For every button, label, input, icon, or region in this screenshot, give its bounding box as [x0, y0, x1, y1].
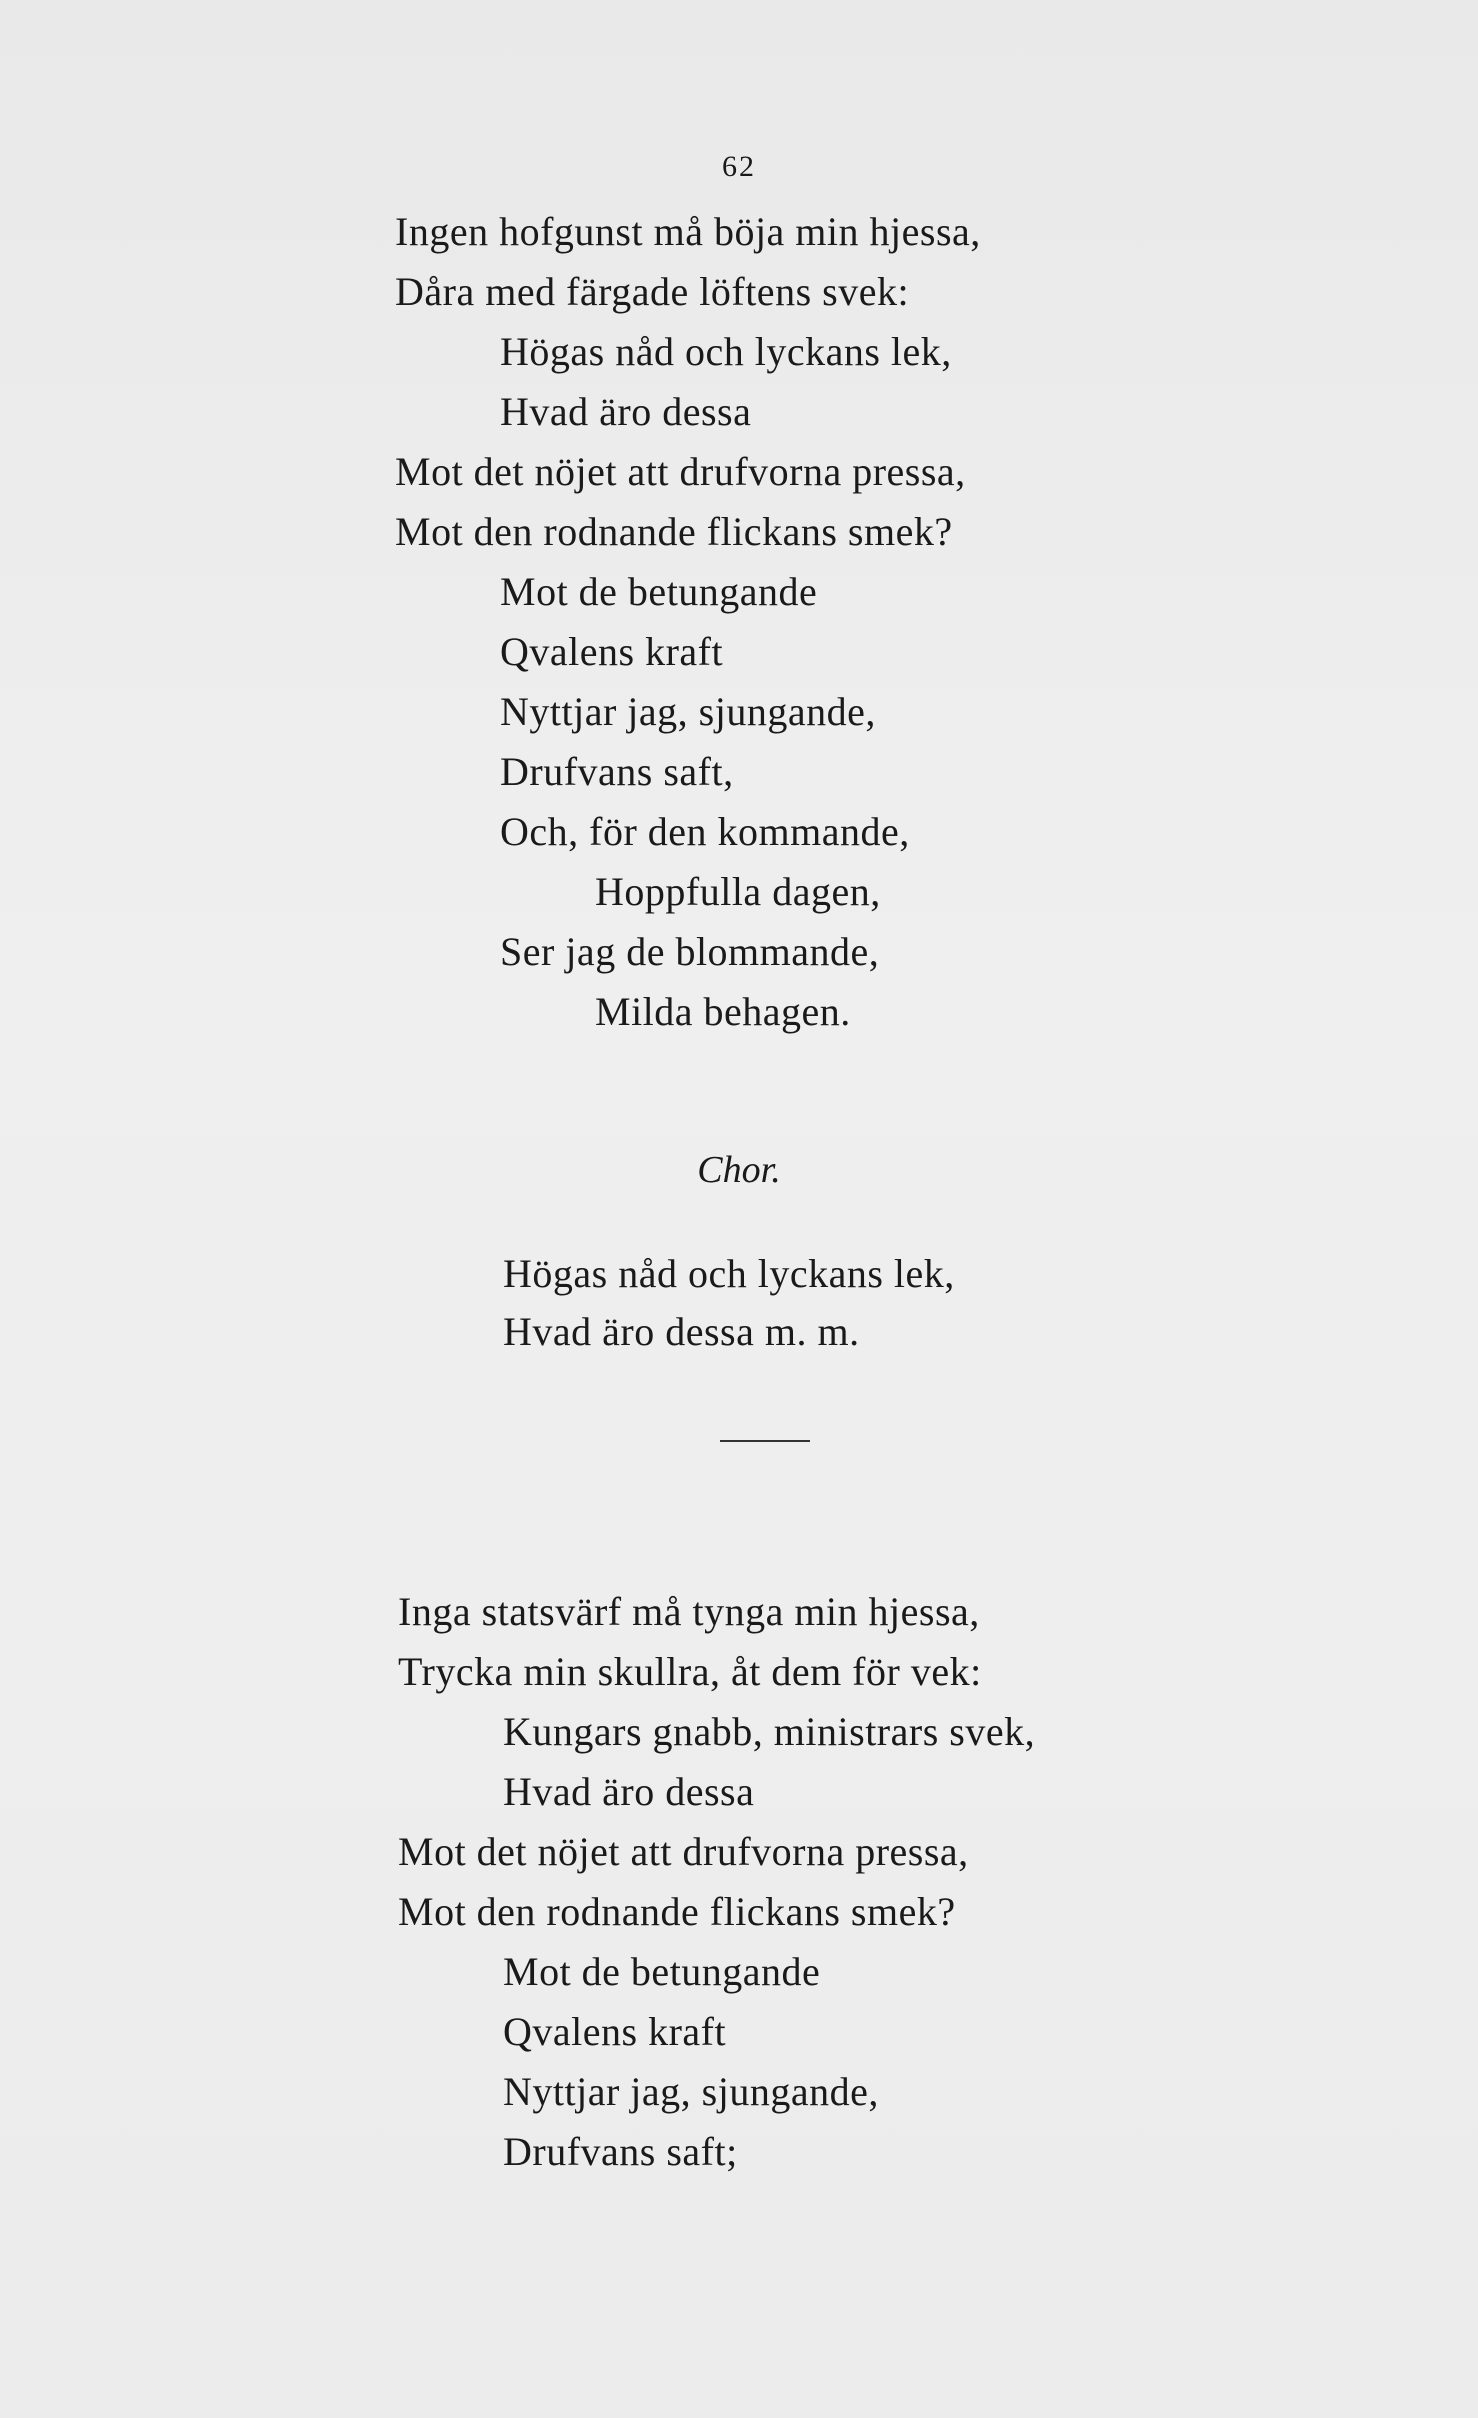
verse-line: Milda behagen. — [595, 989, 851, 1034]
verse-line: Hoppfulla dagen, — [595, 869, 881, 914]
verse-line: Kungars gnabb, ministrars svek, — [503, 1709, 1036, 1754]
verse-line: Ser jag de blommande, — [500, 929, 880, 974]
verse-line: Drufvans saft, — [500, 749, 734, 794]
chorus-heading: Chor. — [697, 1149, 781, 1191]
verse-line: Hvad äro dessa — [503, 1769, 755, 1814]
verse-line: Hvad äro dessa — [500, 389, 752, 434]
verse-line: Mot den rodnande flickans smek? — [395, 509, 953, 554]
verse-line: Högas nåd och lyckans lek, — [500, 329, 952, 374]
verse-line: Qvalens kraft — [503, 2009, 727, 2054]
verse-line: Drufvans saft; — [503, 2129, 738, 2174]
verse-line: Mot den rodnande flickans smek? — [398, 1889, 956, 1934]
verse-line: Qvalens kraft — [500, 629, 724, 674]
verse-line: Inga statsvärf må tynga min hjessa, — [398, 1589, 980, 1634]
verse-line: Nyttjar jag, sjungande, — [503, 2069, 879, 2114]
verse-line: Mot det nöjet att drufvorna pressa, — [395, 449, 966, 494]
chorus-line: Hvad äro dessa m. m. — [503, 1309, 860, 1354]
verse-line: Ingen hofgunst må böja min hjessa, — [395, 209, 981, 254]
verse-line: Dåra med färgade löftens svek: — [395, 269, 910, 314]
verse-line: Och, för den kommande, — [500, 809, 910, 854]
page-number: 62 — [722, 150, 756, 183]
verse-line: Mot de betungande — [503, 1949, 821, 1994]
chorus-line: Högas nåd och lyckans lek, — [503, 1251, 955, 1296]
verse-line: Trycka min skullra, åt dem för vek: — [398, 1649, 982, 1694]
verse-line: Nyttjar jag, sjungande, — [500, 689, 876, 734]
verse-line: Mot de betungande — [500, 569, 818, 614]
verse-line: Mot det nöjet att drufvorna pressa, — [398, 1829, 969, 1874]
section-divider — [720, 1440, 810, 1442]
